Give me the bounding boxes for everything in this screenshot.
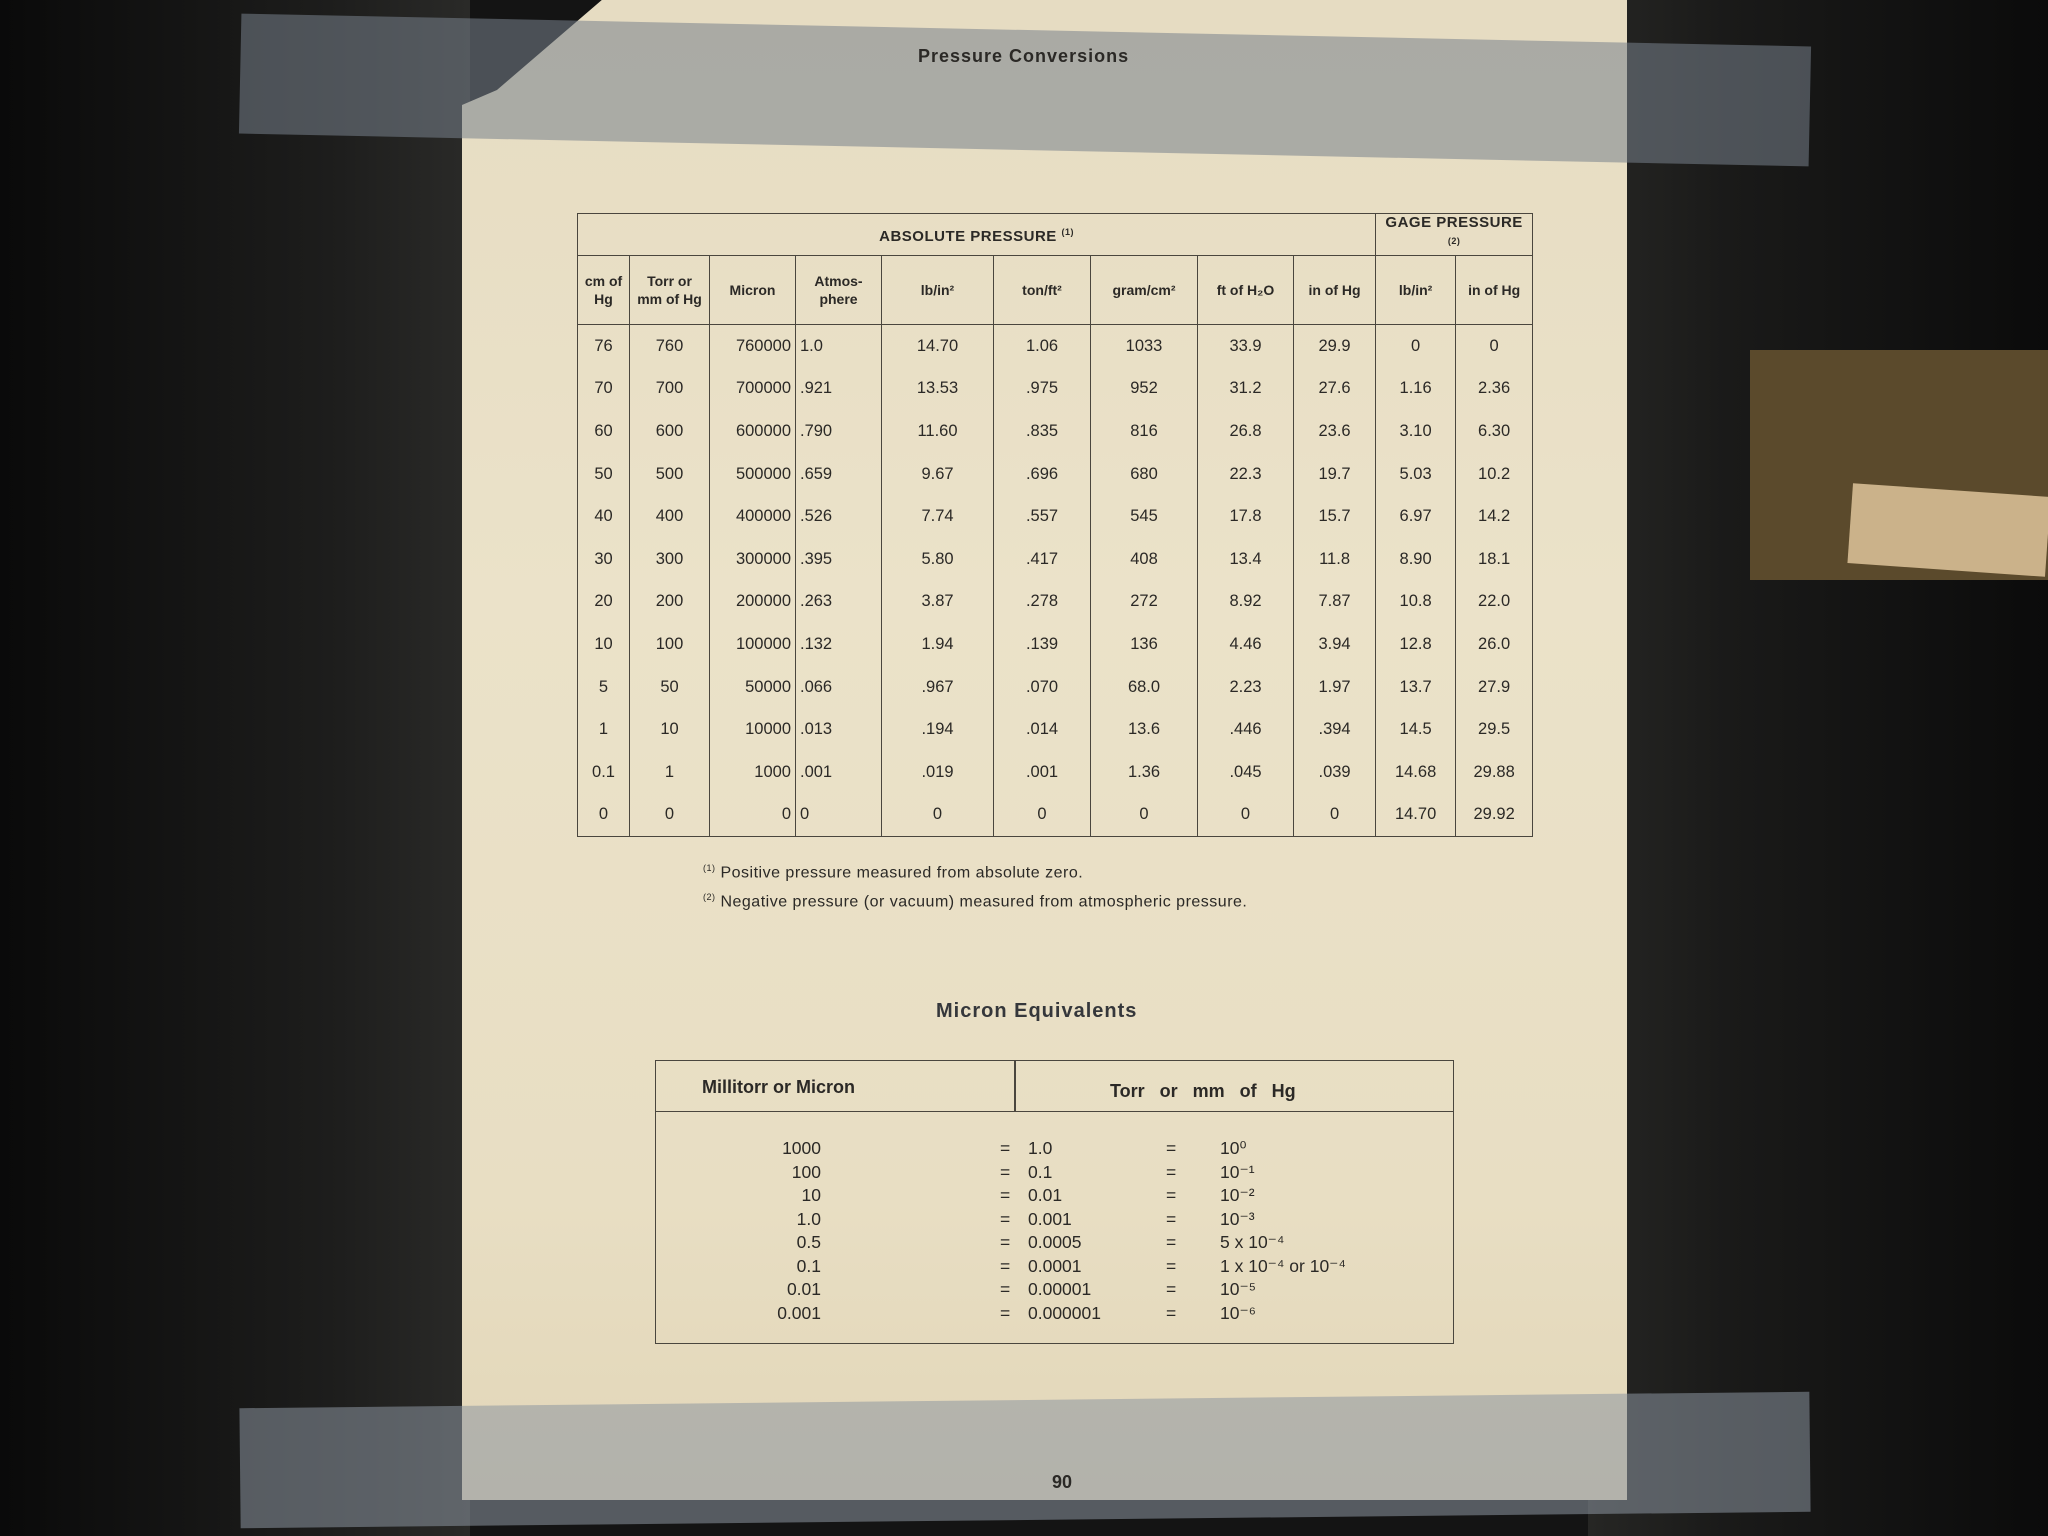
equals-sign: =: [1166, 1161, 1177, 1182]
table-cell: 68.0: [1091, 666, 1198, 709]
table-cell: 300000: [710, 538, 796, 581]
table-row: [578, 538, 1533, 581]
exponent-value: 10⁻⁶: [1220, 1302, 1256, 1323]
column-header: in of Hg: [1294, 256, 1376, 325]
equals-sign: =: [1166, 1279, 1177, 1299]
table-cell: 3.10: [1376, 410, 1456, 453]
table-cell: .395: [796, 538, 882, 581]
table-cell: 27.6: [1294, 368, 1376, 411]
table-cell: 1: [578, 708, 630, 751]
table-cell: 11.60: [882, 410, 994, 453]
table-cell: 60: [578, 410, 630, 453]
table-cell: 300: [630, 538, 710, 581]
micron-row: [656, 1185, 1453, 1208]
table-cell: 2.36: [1456, 368, 1533, 411]
table-cell: .659: [796, 453, 882, 496]
exponent-value: 10⁻²: [1220, 1185, 1255, 1205]
table-cell: 22.0: [1456, 581, 1533, 624]
table-cell: .139: [994, 623, 1091, 666]
table-cell: 50: [630, 666, 710, 709]
table-cell: 10: [630, 708, 710, 751]
micron-row: [656, 1256, 1453, 1279]
equals-sign: =: [1166, 1208, 1177, 1229]
table-cell: 13.4: [1198, 538, 1294, 581]
table-cell: 3.94: [1294, 623, 1376, 666]
table-row: [578, 666, 1533, 709]
exponent-value: 5 x 10⁻⁴: [1220, 1232, 1285, 1252]
table-cell: 31.2: [1198, 368, 1294, 411]
table-cell: 400000: [710, 495, 796, 538]
table-cell: 14.2: [1456, 495, 1533, 538]
equals-sign: =: [1000, 1232, 1011, 1252]
table-cell: 0: [578, 794, 630, 837]
table-cell: 13.6: [1091, 708, 1198, 751]
table-cell: 600000: [710, 410, 796, 453]
page-number: 90: [1052, 1472, 1073, 1492]
table-row: [578, 495, 1533, 538]
column-header: Torr or mm of Hg: [630, 256, 710, 325]
table-cell: .835: [994, 410, 1091, 453]
exponent-value: 10⁻³: [1220, 1208, 1255, 1229]
table-cell: 9.67: [882, 453, 994, 496]
millitorr-value: 0.5: [796, 1232, 821, 1252]
table-cell: 26.8: [1198, 410, 1294, 453]
table-cell: 760000: [710, 325, 796, 368]
exponent-value: 10⁻⁵: [1220, 1279, 1256, 1299]
exponent-value: 1 x 10⁻⁴ or 10⁻⁴: [1220, 1255, 1346, 1276]
table-cell: 30: [578, 538, 630, 581]
millitorr-value: 100: [791, 1161, 821, 1182]
table-cell: 400: [630, 495, 710, 538]
table-cell: 5: [578, 666, 630, 709]
torr-value: 1.0: [1028, 1138, 1053, 1158]
table-cell: 1.94: [882, 623, 994, 666]
micron-row: [656, 1279, 1453, 1302]
equals-sign: =: [1166, 1138, 1177, 1158]
table-cell: 100000: [710, 623, 796, 666]
absolute-pressure-table: [577, 213, 1533, 837]
table-cell: .070: [994, 666, 1091, 709]
table-cell: 17.8: [1198, 495, 1294, 538]
table-cell: 1.06: [994, 325, 1091, 368]
table-cell: 408: [1091, 538, 1198, 581]
table-cell: 70: [578, 368, 630, 411]
table-cell: 2.23: [1198, 666, 1294, 709]
column-header: lb/in²: [882, 256, 994, 325]
table-cell: 700000: [710, 368, 796, 411]
table-cell: 1.0: [796, 325, 882, 368]
header-torr: Torr or mm of Hg: [1110, 1081, 1296, 1101]
table-cell: 0: [994, 794, 1091, 837]
table-cell: .039: [1294, 751, 1376, 794]
table-row: [578, 581, 1533, 624]
table-cell: 26.0: [1456, 623, 1533, 666]
table-cell: .557: [994, 495, 1091, 538]
table-cell: 0: [1376, 325, 1456, 368]
torr-value: 0.001: [1028, 1208, 1072, 1229]
table-cell: .967: [882, 666, 994, 709]
equals-sign: =: [1166, 1255, 1177, 1276]
table-cell: 500000: [710, 453, 796, 496]
table-cell: 10000: [710, 708, 796, 751]
micron-row: [656, 1138, 1453, 1161]
footnotes: [703, 856, 1247, 915]
table-cell: 22.3: [1198, 453, 1294, 496]
table-cell: .001: [796, 751, 882, 794]
equals-sign: =: [1000, 1185, 1011, 1205]
table-cell: 1000: [710, 751, 796, 794]
table-cell: 11.8: [1294, 538, 1376, 581]
table-cell: 0: [882, 794, 994, 837]
table-cell: .921: [796, 368, 882, 411]
table-cell: 200: [630, 581, 710, 624]
table-cell: 952: [1091, 368, 1198, 411]
table-cell: 1033: [1091, 325, 1198, 368]
table-cell: 29.5: [1456, 708, 1533, 751]
micron-row: [656, 1162, 1453, 1185]
torr-value: 0.0005: [1028, 1232, 1082, 1252]
millitorr-value: 0.001: [777, 1302, 821, 1323]
table-cell: .066: [796, 666, 882, 709]
table-row: [578, 751, 1533, 794]
column-header: ft of H₂O: [1198, 256, 1294, 325]
table-cell: 700: [630, 368, 710, 411]
micron-section-title: Micron Equivalents: [936, 1000, 1138, 1022]
table-cell: 10.2: [1456, 453, 1533, 496]
table-cell: 14.70: [882, 325, 994, 368]
equals-sign: =: [1000, 1161, 1011, 1182]
table-cell: 6.30: [1456, 410, 1533, 453]
table-cell: .045: [1198, 751, 1294, 794]
torr-value: 0.00001: [1028, 1279, 1092, 1299]
table-cell: 4.46: [1198, 623, 1294, 666]
table-cell: 14.5: [1376, 708, 1456, 751]
footnote-1: $^{(1)}$ Positive pressure measured from absolute zero.: [703, 863, 1084, 882]
footnote-2: $^{(2)}$ Negative pressure (or vacuum) measured from atmospheric pressure.: [703, 892, 1248, 911]
table-cell: 40: [578, 495, 630, 538]
torr-value: 0.1: [1028, 1161, 1053, 1182]
table-cell: .526: [796, 495, 882, 538]
table-cell: 29.9: [1294, 325, 1376, 368]
micron-equivalents-table: [655, 1060, 1454, 1344]
table-cell: 14.70: [1376, 794, 1456, 837]
table-cell: .696: [994, 453, 1091, 496]
table-cell: 14.68: [1376, 751, 1456, 794]
table-cell: 3.87: [882, 581, 994, 624]
table-cell: .019: [882, 751, 994, 794]
equals-sign: =: [1000, 1138, 1011, 1158]
table-cell: 0: [710, 794, 796, 837]
table-cell: 100: [630, 623, 710, 666]
equals-sign: =: [1166, 1185, 1177, 1205]
table-cell: 600: [630, 410, 710, 453]
table-cell: 500: [630, 453, 710, 496]
millitorr-value: 0.01: [786, 1279, 821, 1299]
equals-sign: =: [1166, 1302, 1177, 1323]
table-cell: 7.74: [882, 495, 994, 538]
table-cell: 20: [578, 581, 630, 624]
micron-row: [656, 1232, 1453, 1255]
table-cell: .263: [796, 581, 882, 624]
table-row: [578, 708, 1533, 751]
millitorr-value: 0.1: [796, 1255, 821, 1276]
table-cell: 1.36: [1091, 751, 1198, 794]
table-cell: 816: [1091, 410, 1198, 453]
torr-value: 0.01: [1028, 1185, 1063, 1205]
equals-sign: =: [1166, 1232, 1177, 1252]
table-cell: .278: [994, 581, 1091, 624]
table-cell: 76: [578, 325, 630, 368]
equals-sign: =: [1000, 1255, 1011, 1276]
table-cell: 0: [630, 794, 710, 837]
equals-sign: =: [1000, 1208, 1011, 1229]
equals-sign: =: [1000, 1279, 1011, 1299]
table-cell: 0: [796, 794, 882, 837]
table-cell: .446: [1198, 708, 1294, 751]
table-cell: 10.8: [1376, 581, 1456, 624]
table-cell: 1: [630, 751, 710, 794]
table-cell: 10: [578, 623, 630, 666]
table-cell: 12.8: [1376, 623, 1456, 666]
header-divider: [1014, 1061, 1016, 1111]
table-cell: .394: [1294, 708, 1376, 751]
table-cell: 0: [1294, 794, 1376, 837]
table-cell: 50: [578, 453, 630, 496]
column-header: gram/cm²: [1091, 256, 1198, 325]
table-cell: 33.9: [1198, 325, 1294, 368]
micron-row: [656, 1303, 1453, 1326]
table-cell: .013: [796, 708, 882, 751]
table-cell: 27.9: [1456, 666, 1533, 709]
table-cell: 7.87: [1294, 581, 1376, 624]
table-cell: 50000: [710, 666, 796, 709]
table-cell: 19.7: [1294, 453, 1376, 496]
table-cell: .014: [994, 708, 1091, 751]
paper-scrap: [1847, 483, 2048, 577]
table-row: [578, 453, 1533, 496]
table-row: [578, 368, 1533, 411]
table-cell: .132: [796, 623, 882, 666]
tape-bottom: [239, 1392, 1810, 1528]
table-cell: 545: [1091, 495, 1198, 538]
table-row: [578, 325, 1533, 368]
page-title: Pressure Conversions: [918, 46, 1130, 66]
table-row: [578, 623, 1533, 666]
table-cell: 15.7: [1294, 495, 1376, 538]
table-cell: 29.92: [1456, 794, 1533, 837]
table-cell: 13.7: [1376, 666, 1456, 709]
background-left: [0, 0, 470, 1536]
column-header: Micron: [710, 256, 796, 325]
table-cell: 0: [1198, 794, 1294, 837]
column-header: Atmos-phere: [796, 256, 882, 325]
table-cell: 0.1: [578, 751, 630, 794]
column-header: lb/in²: [1376, 256, 1456, 325]
torr-value: 0.000001: [1028, 1302, 1101, 1323]
millitorr-value: 1.0: [796, 1208, 821, 1229]
table-cell: 8.90: [1376, 538, 1456, 581]
table-cell: .975: [994, 368, 1091, 411]
table-cell: 23.6: [1294, 410, 1376, 453]
table-cell: 760: [630, 325, 710, 368]
table-cell: 8.92: [1198, 581, 1294, 624]
table-cell: 272: [1091, 581, 1198, 624]
millitorr-value: 10: [801, 1185, 821, 1205]
exponent-value: 10⁻¹: [1220, 1161, 1255, 1182]
table-cell: .790: [796, 410, 882, 453]
column-header: ton/ft²: [994, 256, 1091, 325]
group-header-gage: GAGE PRESSURE $^{(2)}$: [1376, 214, 1533, 256]
table-row: [578, 794, 1533, 837]
table-cell: 5.03: [1376, 453, 1456, 496]
micron-table-header: [656, 1061, 1453, 1112]
table-cell: 136: [1091, 623, 1198, 666]
table-cell: 1.97: [1294, 666, 1376, 709]
table-row: [578, 410, 1533, 453]
micron-row: [656, 1209, 1453, 1232]
table-cell: 18.1: [1456, 538, 1533, 581]
background-right: [1588, 0, 2048, 1536]
column-header: cm of Hg: [578, 256, 630, 325]
exponent-value: 10⁰: [1220, 1138, 1247, 1158]
table-cell: .001: [994, 751, 1091, 794]
table-cell: 0: [1091, 794, 1198, 837]
table-cell: 13.53: [882, 368, 994, 411]
table-cell: 5.80: [882, 538, 994, 581]
table-cell: .194: [882, 708, 994, 751]
table-cell: 29.88: [1456, 751, 1533, 794]
table-cell: 200000: [710, 581, 796, 624]
header-millitorr: Millitorr or Micron: [702, 1077, 855, 1097]
table-cell: 1.16: [1376, 368, 1456, 411]
column-header: in of Hg: [1456, 256, 1533, 325]
equals-sign: =: [1000, 1302, 1011, 1323]
table-cell: 680: [1091, 453, 1198, 496]
group-header-absolute: ABSOLUTE PRESSURE $^{(1)}$: [578, 214, 1376, 256]
millitorr-value: 1000: [782, 1138, 821, 1158]
table-cell: 6.97: [1376, 495, 1456, 538]
table-cell: .417: [994, 538, 1091, 581]
table-cell: 0: [1456, 325, 1533, 368]
torr-value: 0.0001: [1028, 1255, 1082, 1276]
